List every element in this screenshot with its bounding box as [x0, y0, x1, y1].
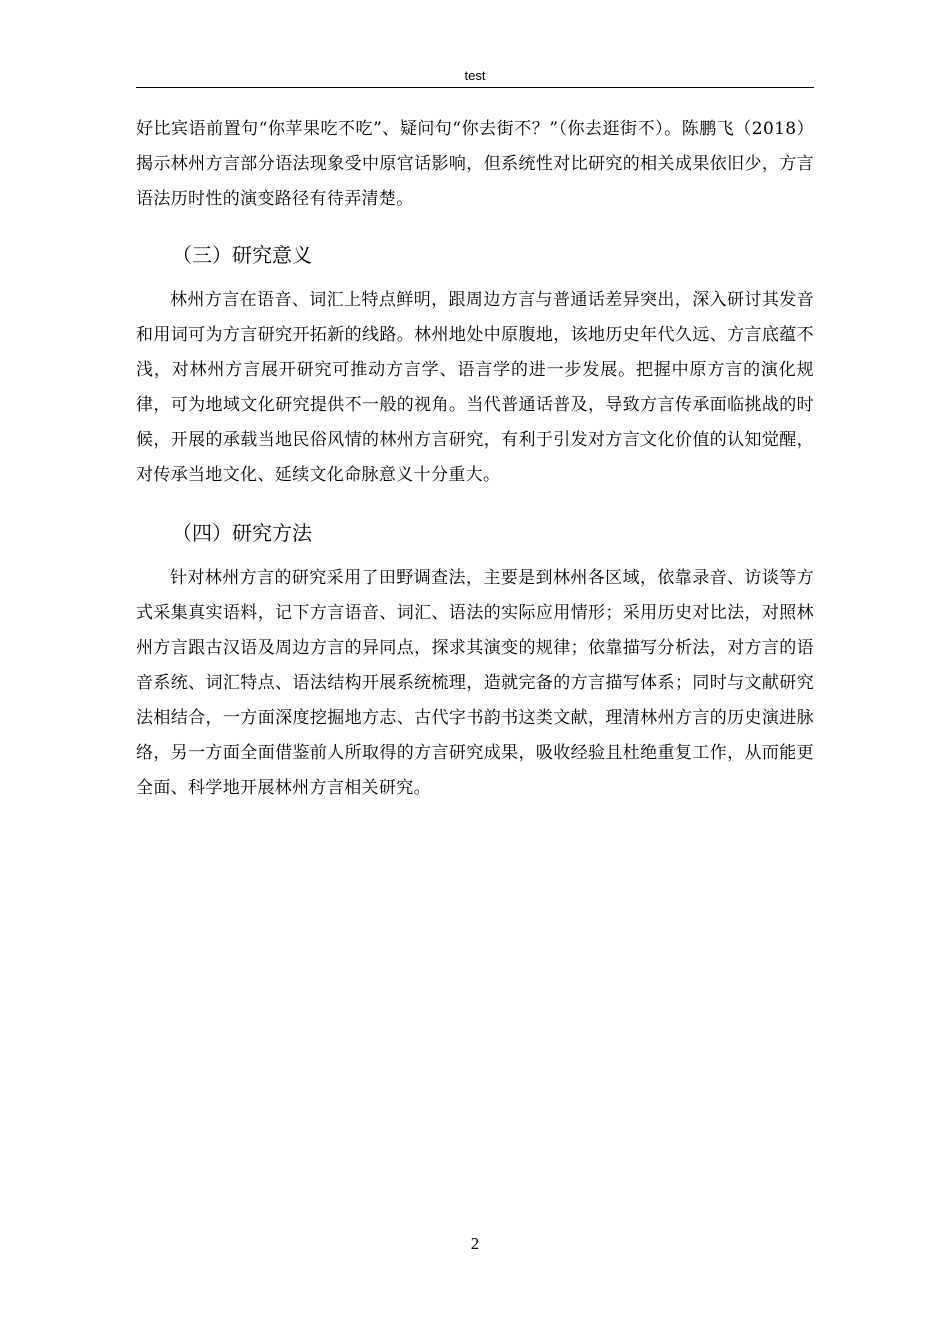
section-heading-research-methods: （四）研究方法: [172, 521, 312, 545]
document-body: [136, 112, 814, 806]
page-number: 2: [470, 1234, 480, 1253]
intro-paragraph: 好比宾语前置句“你苹果吃不吃”、疑问句“你去街不？”（你去逛街不）。陈鹏飞（2018）揭示林州方言部分语法现象受中原官话影响，但系统性对比研究的相关成果依旧少，方言语法历时性的演变路径有待弄清楚。: [136, 119, 814, 209]
section-heading-research-significance: （三）研究意义: [172, 243, 312, 267]
research-significance-paragraph: 林州方言在语音、词汇上特点鲜明，跟周边方言与普通话差异突出，深入研讨其发音和用词可为方言研究开拓新的线路。林州地处中原腹地，该地历史年代久远、方言底蕴不浅，对林州方言展开研究可推动方言学、语言学的进一步发展。把握中原方言的演化规律，可为地域文化研究提供不一般的视角。当代普通话普及，导致方言传承面临挑战的时候，开展的承载当地民俗风情的林州方言研究，有利于引发对方言文化价值的认知觉醒，对传承当地文化、延续文化命脉意义十分重大。: [136, 290, 814, 485]
header-divider: [136, 87, 814, 88]
page-header: test: [464, 68, 486, 83]
research-methods-paragraph: 针对林州方言的研究采用了田野调查法，主要是到林州各区域，依靠录音、访谈等方式采集真实语料，记下方言语音、词汇、语法的实际应用情形；采用历史对比法，对照林州方言跟古汉语及周边方言的异同点，探求其演变的规律；依靠描写分析法，对方言的语音系统、词汇特点、语法结构开展系统梳理，造就完备的方言描写体系；同时与文献研究法相结合，一方面深度挖掘地方志、古代字书韵书这类文献，理清林州方言的历史演进脉络，另一方面全面借鉴前人所取得的方言研究成果，吸收经验且杜绝重复工作，从而能更全面、科学地开展林州方言相关研究。: [136, 568, 814, 798]
